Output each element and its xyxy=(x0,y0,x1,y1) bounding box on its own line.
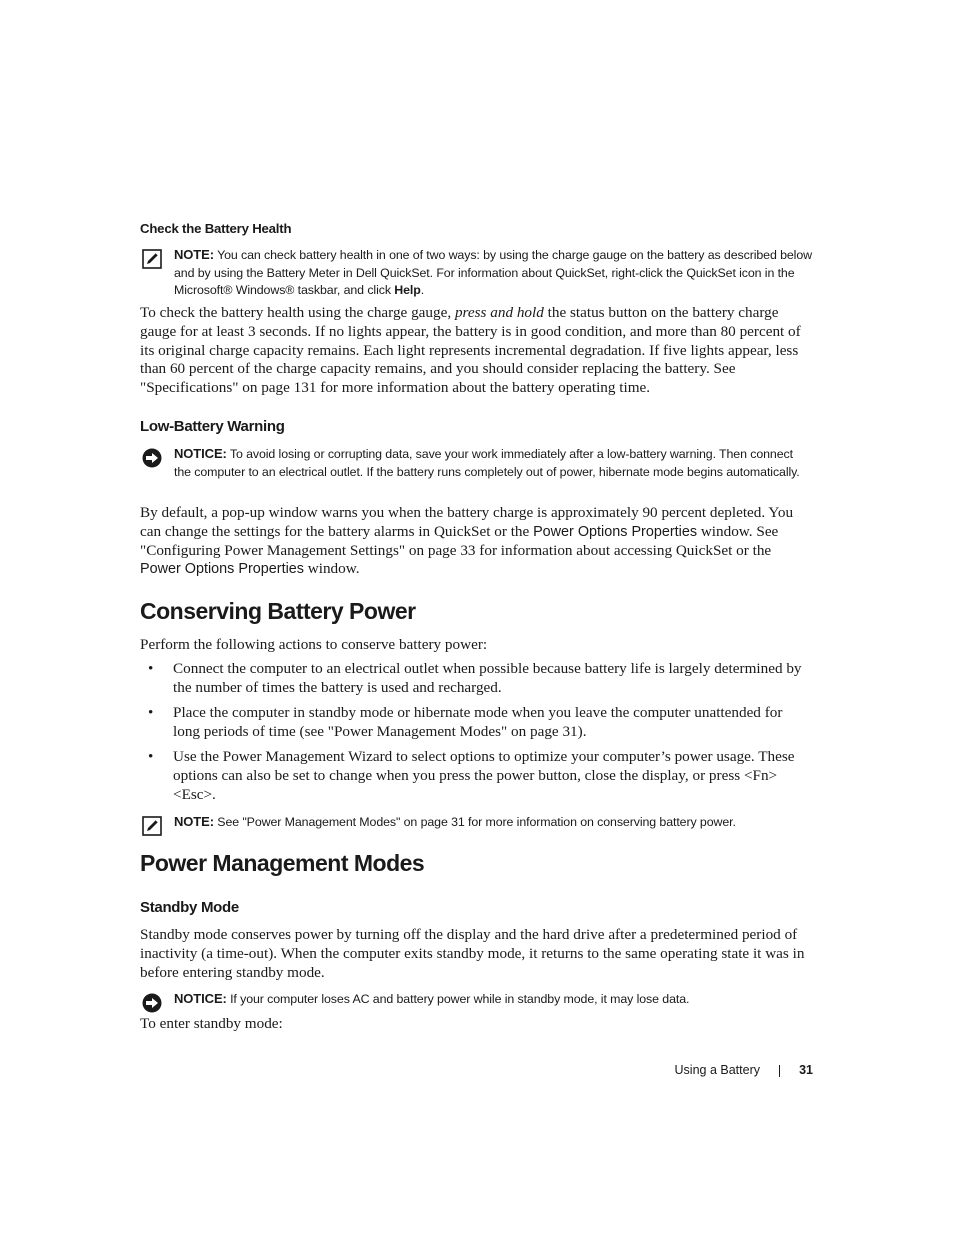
list-item xyxy=(140,704,812,742)
heading-low-battery-warning: Low-Battery Warning xyxy=(140,418,285,435)
note-label: NOTE: xyxy=(174,814,214,829)
notice-arrow-icon xyxy=(142,448,162,468)
page-number: 31 xyxy=(799,1063,813,1077)
heading-standby-mode: Standby Mode xyxy=(140,899,239,916)
note-pencil-icon xyxy=(142,816,162,836)
notice-standby-data-loss xyxy=(140,990,812,1009)
notice-text: To avoid losing or corrupting data, save your work immediately after a low-battery warning. Then connect the computer to an electrical outlet. If the battery runs completely out of power, hibernate mode begins automatically. xyxy=(174,447,800,479)
list-item-text: Place the computer in standby mode or hibernate mode when you leave the computer unattended for long periods of time (see "Power Management Modes" on page 31). xyxy=(173,704,783,740)
notice-label: NOTICE: xyxy=(174,991,227,1006)
footer-divider xyxy=(779,1065,780,1077)
notice-label: NOTICE: xyxy=(174,446,227,461)
list-item-text: Connect the computer to an electrical outlet when possible because battery life is largely determined by the number of times the battery is used and recharged. xyxy=(173,660,802,696)
para-text: window. xyxy=(303,560,360,578)
paragraph-standby-mode: Standby mode conserves power by turning off the display and the hard drive after a predetermined period of inactivity (a time-out). When the computer exits standby mode, it returns to the same operating state it was in before entering standby mode. xyxy=(140,926,805,981)
note-label: NOTE: xyxy=(174,247,214,262)
note-battery-health xyxy=(140,246,812,300)
note-text: See "Power Management Modes" on page 31 for more information on conserving battery power. xyxy=(213,815,736,829)
paragraph-conserve-intro: Perform the following actions to conserve battery power: xyxy=(140,636,488,653)
heading-power-management-modes: Power Management Modes xyxy=(140,850,425,876)
para-text: To check the battery health using the charge gauge, xyxy=(140,304,455,321)
ui-term-power-options: Power Options Properties xyxy=(533,523,698,540)
notice-arrow-icon xyxy=(142,993,162,1013)
para-text: the status button on the battery charge gauge for at least 3 seconds. If no lights appear, the battery is in good condition, and more than 80 percent of its original charge capacity remains. Each light represents incremental degradation. If five lights appear, less than 60 percent of the charge capacity remains, and you should consider replacing the battery. See "Specifications" on page 131 for more information about the battery operating time. xyxy=(140,304,801,397)
heading-conserving-battery-power: Conserving Battery Power xyxy=(140,598,416,624)
para-text: By default, a pop-up window warns you when the battery charge is approximately 90 percent depleted. You can change the settings for the battery alarms in QuickSet or the xyxy=(140,504,794,540)
note-text: You can check battery health in one of two ways: by using the charge gauge on the battery as described below and by using the Battery Meter in Dell QuickSet. For information about QuickSet, right-click the QuickSet icon in the Microsoft® Windows® taskbar, and click xyxy=(174,248,812,297)
heading-check-battery-health: Check the Battery Health xyxy=(140,221,292,236)
list-item-text: Use the Power Management Wizard to select options to optimize your computer’s power usage. These options can also be set to change when you press the power button, close the display, or press <Fn><Esc>. xyxy=(173,748,795,803)
footer-section-title: Using a Battery xyxy=(674,1063,760,1077)
list-item xyxy=(140,660,812,698)
note-pencil-icon xyxy=(142,249,162,269)
bullet-icon: • xyxy=(148,748,154,766)
conserve-bullet-list xyxy=(140,660,812,811)
ui-term-power-options: Power Options Properties xyxy=(140,561,304,578)
paragraph-battery-alarms xyxy=(140,504,812,579)
note-help-bold: Help xyxy=(394,283,421,297)
bullet-icon: • xyxy=(148,704,154,722)
paragraph-charge-gauge xyxy=(140,304,812,398)
para-text: window. See "Configuring Power Management Settings" on page 33 for information about accessing QuickSet or the xyxy=(140,522,779,559)
notice-low-battery xyxy=(140,445,812,481)
notice-text: If your computer loses AC and battery power while in standby mode, it may lose data. xyxy=(226,992,690,1006)
paragraph-enter-standby: To enter standby mode: xyxy=(140,1015,283,1032)
note-text-end: . xyxy=(420,283,425,297)
page-footer xyxy=(560,1063,813,1079)
note-power-modes xyxy=(140,813,812,832)
para-italic: press and hold xyxy=(454,304,544,321)
list-item xyxy=(140,748,812,804)
bullet-icon: • xyxy=(148,660,154,677)
